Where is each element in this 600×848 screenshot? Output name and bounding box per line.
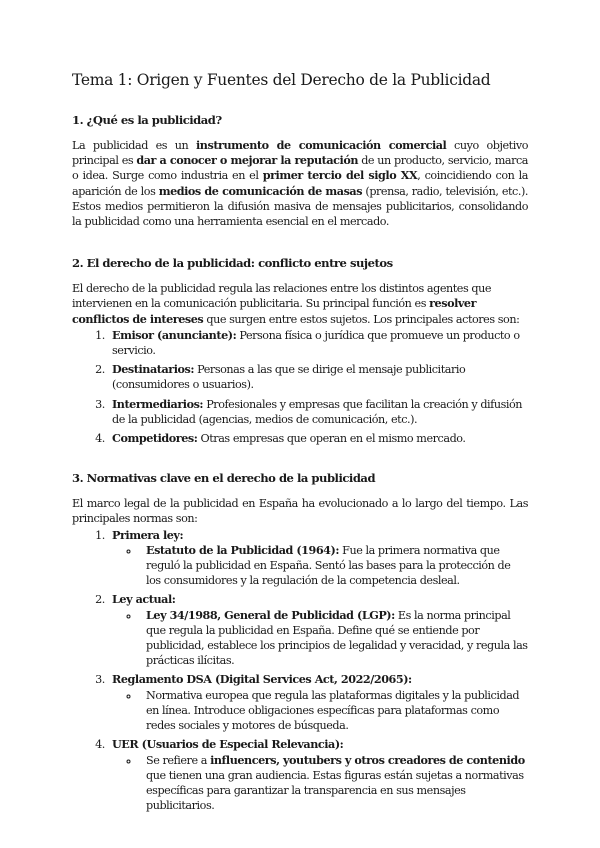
text-run: que surgen entre estos sujetos. Los principales actores son: bbox=[203, 312, 520, 326]
bold-run: primer tercio del siglo XX bbox=[262, 168, 418, 183]
list-item-desc: Personas a las que se dirige el mensaje publicitario (consumidores o usuarios). bbox=[112, 363, 466, 392]
list-item-term: Competidores: bbox=[112, 431, 198, 446]
sub-list-item bbox=[140, 688, 528, 734]
text-run: (prensa, radio, televisión, etc.). Estos medios permitieron la difusión masiva de mensajes publicitarios, consolidando la publicidad como una herramienta esencial en el mercado. bbox=[72, 184, 528, 229]
section-2 bbox=[72, 255, 528, 446]
section-3-heading: 3. Normativas clave en el derecho de la publicidad bbox=[72, 471, 376, 486]
norms-list bbox=[72, 528, 528, 814]
text-run: La publicidad es un bbox=[72, 139, 196, 152]
section-2-paragraph bbox=[72, 281, 528, 327]
text-run: Se refiere a bbox=[146, 753, 211, 767]
list-item-term: Intermediarios: bbox=[112, 396, 204, 411]
list-item-term: Destinatarios: bbox=[112, 362, 195, 377]
list-item bbox=[108, 397, 528, 427]
list-item-term: Emisor (anunciante): bbox=[112, 327, 237, 342]
list-item bbox=[108, 362, 528, 392]
text-run: El derecho de la publicidad regula las relaciones entre los distintos agentes que intervienen en la comunicación publicitaria. Su principal función es bbox=[72, 282, 491, 311]
sub-list-item bbox=[140, 608, 528, 669]
sub-list-item bbox=[140, 543, 528, 589]
actors-list bbox=[72, 328, 528, 446]
list-item-label: Ley actual: bbox=[112, 592, 176, 607]
list-item-desc: Profesionales y empresas que facilitan la creación y difusión de la publicidad (agencias, medios de comunicación, etc.). bbox=[112, 397, 523, 426]
section-3-paragraph: El marco legal de la publicidad en España ha evolucionado a lo largo del tiempo. Las principales normas son: bbox=[72, 497, 528, 526]
list-item bbox=[108, 592, 528, 668]
sub-list bbox=[112, 543, 528, 589]
list-item-desc: Otras empresas que operan en el mismo mercado. bbox=[197, 432, 466, 446]
list-item bbox=[108, 431, 528, 446]
bold-run: influencers, youtubers y otros creadores de contenido bbox=[210, 752, 525, 767]
sub-list-item bbox=[140, 753, 528, 814]
list-item-desc: Persona física o jurídica que promueve un producto o servicio. bbox=[112, 328, 520, 358]
text-run: Normativa europea que regula las plataformas digitales y la publicidad en línea. Introduce obligaciones específicas para plataformas como redes sociales y motores de búsqueda. bbox=[146, 688, 520, 733]
bold-run: dar a conocer o mejorar la reputación bbox=[136, 153, 359, 168]
text-run: que tienen una gran audiencia. Estas figuras están sujetas a normativas específicas para garantizar la transparencia en sus mensajes publicitarios. bbox=[146, 768, 524, 813]
section-1-heading: 1. ¿Qué es la publicidad? bbox=[72, 113, 222, 127]
list-item-label: Primera ley: bbox=[112, 527, 184, 542]
section-1-paragraph bbox=[72, 138, 528, 229]
list-item-label: UER (Usuarios de Especial Relevancia): bbox=[112, 737, 344, 752]
text-run: Es la norma principal que regula la publicidad en España. Define qué se entiende por publicidad, establece los principios de legalidad y veracidad, y regula las prácticas ilícitas. bbox=[146, 608, 528, 668]
sub-list bbox=[112, 753, 528, 814]
bold-run: medios de comunicación de masas bbox=[158, 183, 363, 198]
sub-list bbox=[112, 688, 528, 734]
bold-run: instrumento de comunicación comercial bbox=[195, 138, 447, 152]
list-item bbox=[108, 528, 528, 589]
bold-run: resolver conflictos de intereses bbox=[72, 296, 477, 326]
list-item-label: Reglamento DSA (Digital Services Act, 2022/2065): bbox=[112, 672, 412, 687]
list-item bbox=[108, 328, 528, 358]
sub-list bbox=[112, 608, 528, 669]
list-item bbox=[108, 672, 528, 733]
text-run: cuyo objetivo principal es bbox=[72, 139, 528, 168]
bold-run: Ley 34/1988, General de Publicidad (LGP): bbox=[146, 607, 395, 622]
section-2-heading: 2. El derecho de la publicidad: conflicto entre sujetos bbox=[72, 256, 393, 271]
text-run: Fue la primera normativa que reguló la publicidad en España. Sentó las bases para la protección de los consumidores y la regulación de la competencia desleal. bbox=[146, 543, 511, 588]
list-item bbox=[108, 737, 528, 813]
text-run: de un producto, servicio, marca o idea. Surge como industria en el bbox=[72, 154, 529, 183]
document-title: Tema 1: Origen y Fuentes del Derecho de la Publicidad bbox=[72, 71, 491, 89]
bold-run: Estatuto de la Publicidad (1964): bbox=[146, 542, 340, 557]
text-run: , coincidiendo con la aparición de los bbox=[72, 169, 528, 198]
